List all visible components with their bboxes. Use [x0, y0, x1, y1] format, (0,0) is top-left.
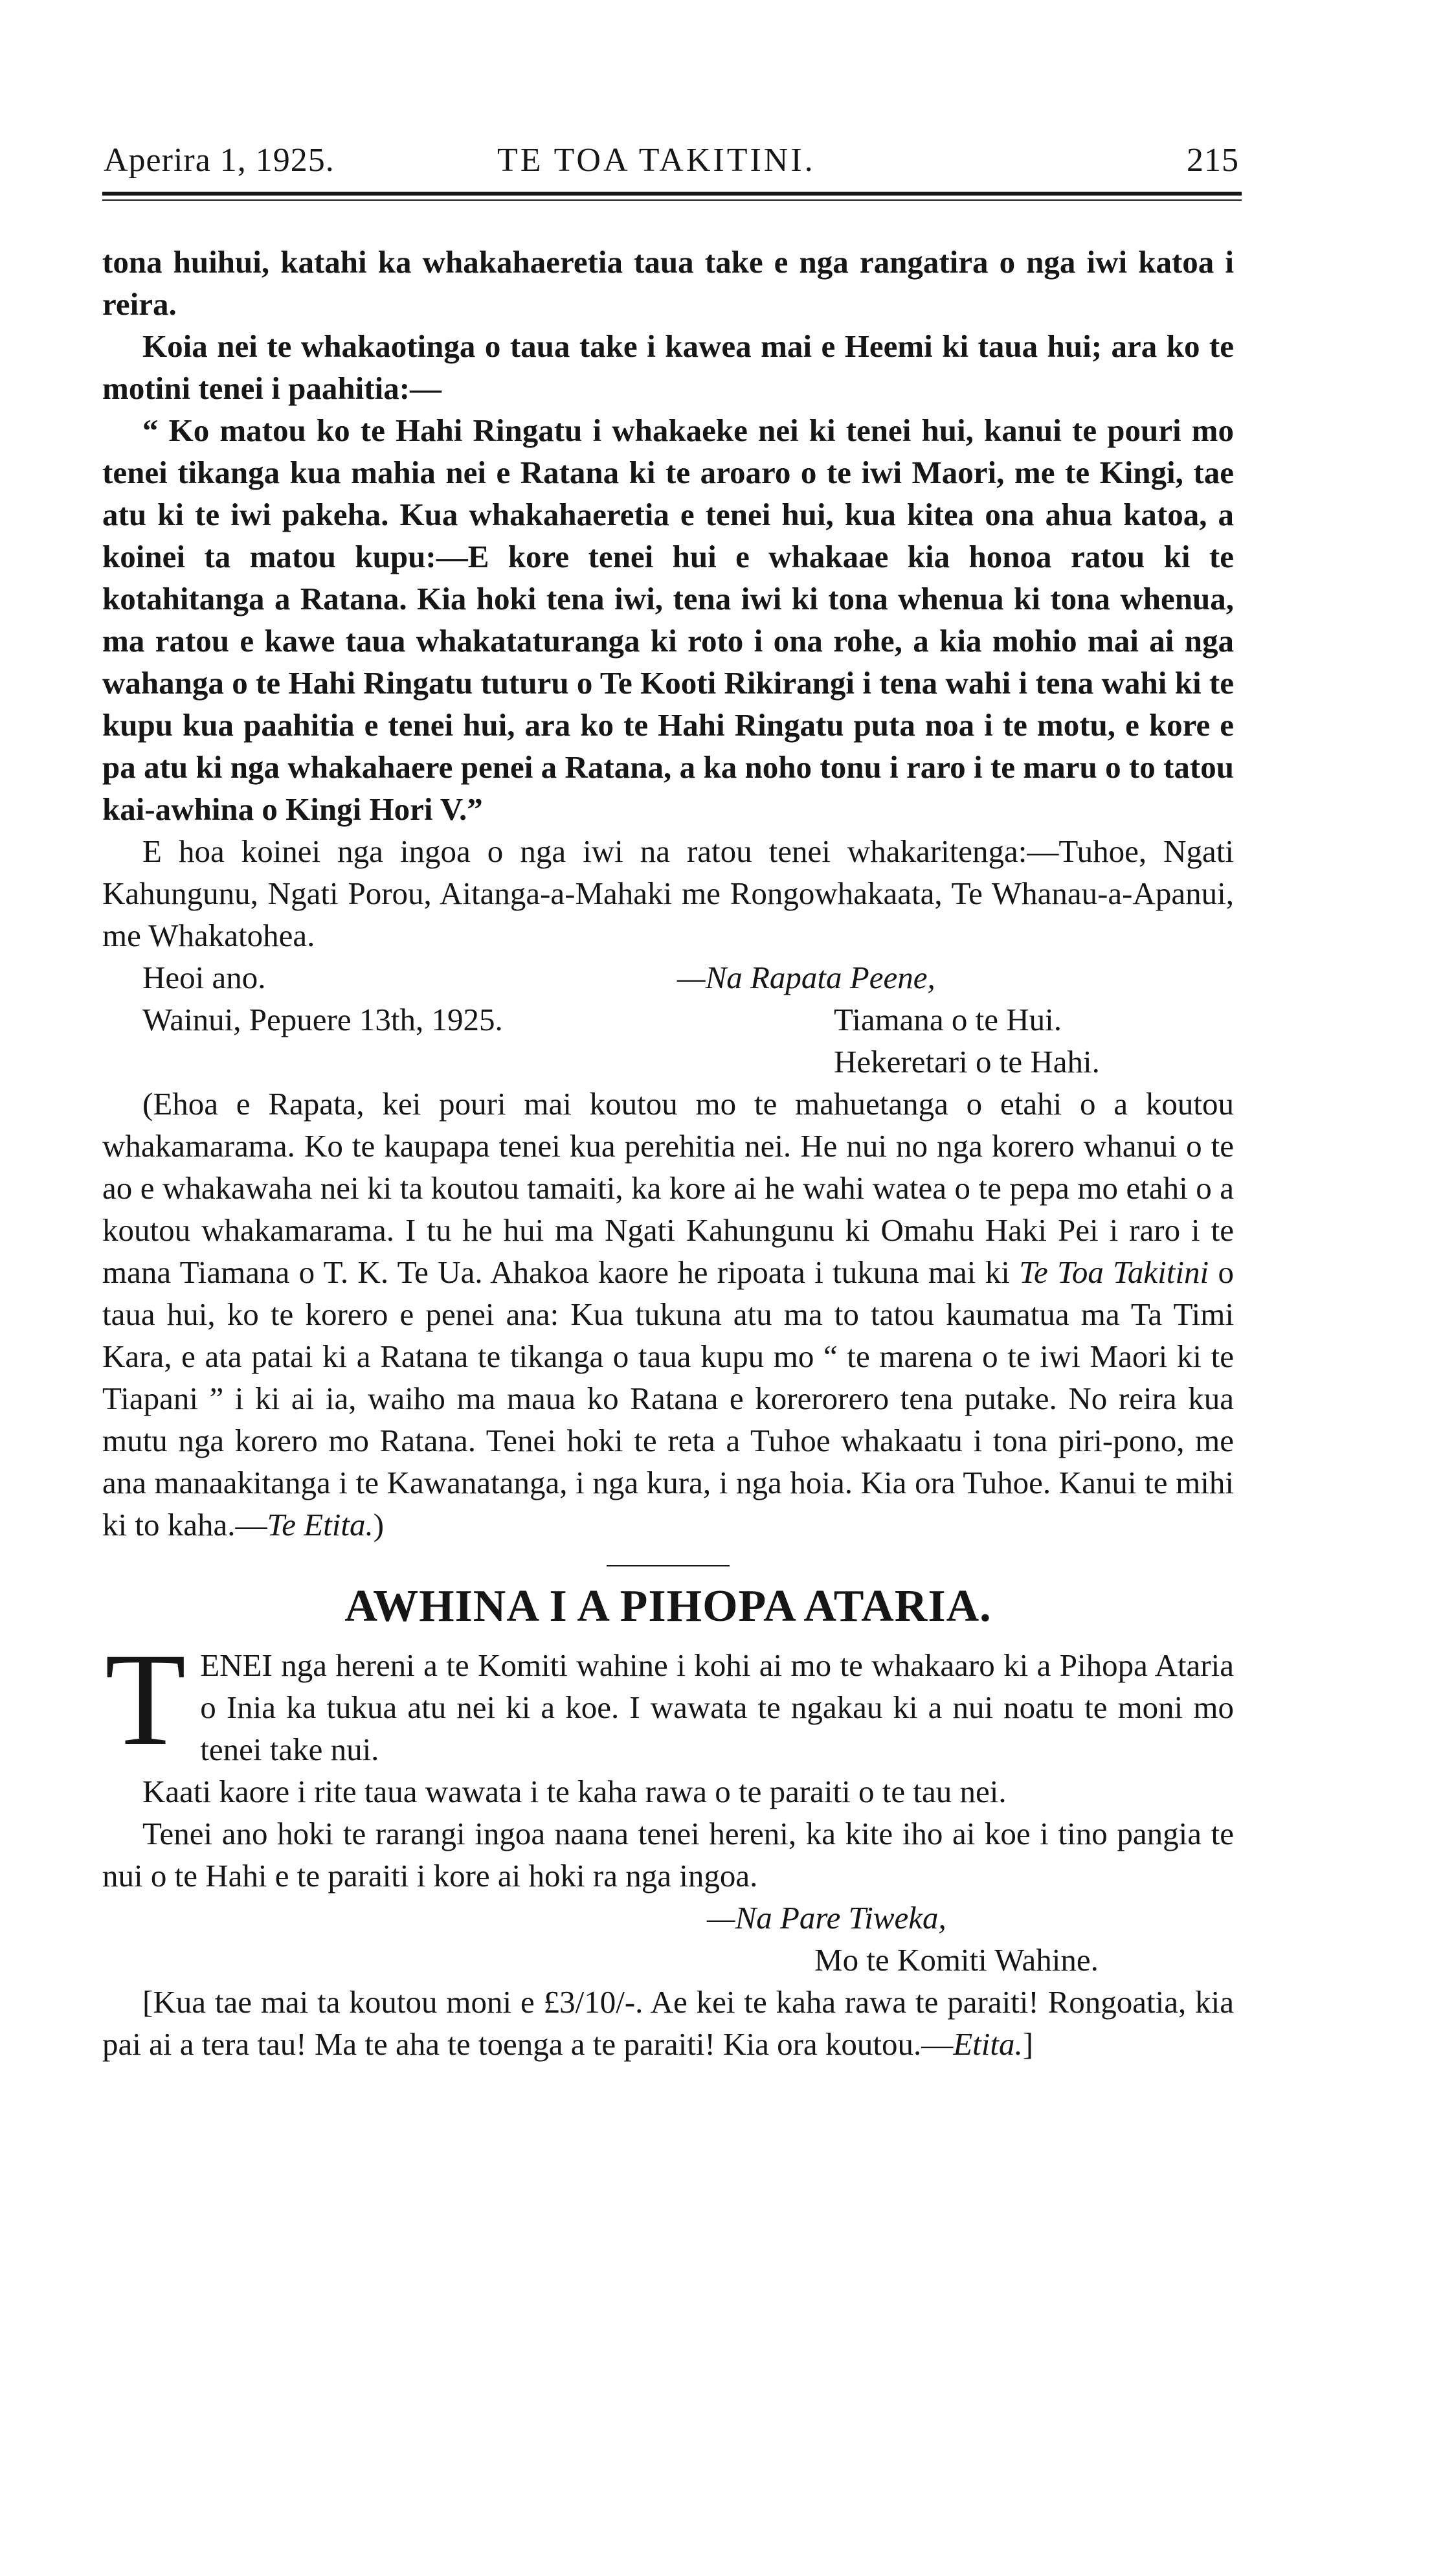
editor-note-paper-name: Te Toa Takitini	[1019, 1254, 1209, 1290]
editor-note-signature: Te Etita.	[267, 1507, 374, 1542]
article-awhina	[102, 1581, 1234, 2065]
paragraph-motion-intro: Koia nei te whakaotinga o taua take i kawea mai e Heemi ki taua hui; ara ko te motini tenei i paahitia:—	[102, 328, 1234, 406]
issue-date: Aperira 1, 1925.	[104, 142, 335, 179]
sign-heoi: Heoi ano.	[142, 960, 266, 995]
paragraph-hereni: ENEI nga hereni a te Komiti wahine i kohi ai mo te whakaaro ki a Pihopa Ataria o Inia ka tukua atu nei ki a koe. I wawata te ngakau ki a nui noatu te moni mo tenei take nui.	[200, 1647, 1234, 1767]
page-body	[102, 241, 1234, 2065]
paragraph-tribes: E hoa koinei nga ingoa o nga iwi na ratou tenei whakaritenga:—Tuhoe, Ngati Kahungunu, Ngati Porou, Aitanga-a-Mahaki me Rongowhakaata, Te Whanau-a-Apanui, me Whakatohea.	[102, 833, 1234, 953]
paragraph-continued: tona huihui, katahi ka whakahaeretia taua take e nga rangatira o nga iwi katoa i reira.	[102, 244, 1234, 322]
editor-note-money-signature: Etita.	[953, 2026, 1023, 2062]
editor-note-money	[102, 1981, 1234, 2065]
page-number: 215	[1187, 142, 1239, 179]
editor-note-money-text: [Kua tae mai ta koutou moni e £3/10/-. Ae kei te kaha rawa te paraiti! Rongoatia, kia pai ai a tera tau! Ma te aha te toenga a te paraiti! Kia ora koutou.—	[102, 1984, 1234, 2062]
editor-note-text-1: (Ehoa e Rapata, kei pouri mai koutou mo te mahuetanga o etahi o a koutou whakamarama. Ko te kaupapa tenei kua perehitia nei. He nui no nga korero whanui o te ao e whakawaha nei ki ta koutou tamaiti, ka kore ai he wahi watea o te pepa mo etahi o a koutou whakamarama. I tu he hui ma Ngati Kahungunu ki Omahu Haki Pei i raro i te mana Tiamana o T. K. Te Ua. Ahakoa kaore he ripoata i tukuna mai ki	[102, 1086, 1234, 1290]
sign-role-chairman: Tiamana o te Hui.	[834, 1002, 1062, 1037]
editor-note-text-2: o taua hui, ko te korero e penei ana: Kua tukuna atu ma to tatou kaumatua ma Ta Timi Kara, e ata patai ki a Ratana te tikanga o taua kupu mo “ te marena o te iwi Maori ki te Tiapani ” i ki ai ia, waiho ma maua ko Ratana e korerorero tena putake. No reira kua mutu nga korero mo Ratana. Tenei hoki te reta a Tuhoe whakaatu i tona piri-pono, me ana manaakitanga i te Kawanatanga, i nga kura, i nga hoia. Kia ora Tuhoe. Kanui te mihi ki to kaha.—	[102, 1254, 1234, 1542]
article-ratana-resolution	[102, 241, 1234, 1546]
sign-role-secretary: Hekeretari o te Hahi.	[834, 1044, 1100, 1079]
signature-komiti-role	[102, 1939, 1234, 1981]
editor-note-close: )	[373, 1507, 385, 1542]
paragraph-motion-text: “ Ko matou ko te Hahi Ringatu i whakaeke nei ki tenei hui, kanui te pouri mo tenei tikanga kua mahia nei e Ratana ki te aroaro o te iwi Maori, me te Kingi, tae atu ki te iwi pakeha. Kua whakahaeretia e tenei hui, kua kitea ona ahua katoa, a koinei ta matou kupu:—E kore tenei hui e whakaae kia honoa ratou ki te kotahitanga a Ratana. Kia hoki tena iwi, tena iwi ki tona whenua ki tona whenua, ma ratou e kawe taua whakataturanga ki roto i ona rohe, a kia mohio mai ai nga wahanga o te Hahi Ringatu tuturu o Te Kooti Rikirangi i tena wahi i tena wahi ki te kupu kua paahitia e tenei hui, ara ko te Hahi Ringatu puta noa i te motu, e kore e pa atu ki nga whakahaere penei a Ratana, a ka noho tonu i raro i te maru o to tatou kai-awhina o Kingi Hori V.”	[102, 412, 1234, 827]
header-rule-thick	[102, 192, 1242, 196]
editor-note	[102, 1083, 1234, 1546]
sign-author: —Na Rapata Peene,	[677, 960, 935, 995]
article-divider	[607, 1565, 730, 1566]
page-header	[102, 141, 1242, 186]
paragraph-wawata: Kaati kaore i rite taua wawata i te kaha rawa o te paraiti o te tau nei.	[142, 1774, 1007, 1809]
paragraph-with-dropcap	[102, 1626, 1234, 1773]
sign-place-date: Wainui, Pepuere 13th, 1925.	[142, 1002, 503, 1037]
sign-role-komiti: Mo te Komiti Wahine.	[814, 1942, 1099, 1978]
signature-line-2	[102, 999, 1234, 1041]
paragraph-rarangi: Tenei ano hoki te rarangi ingoa naana tenei hereni, ka kite iho ai koe i tino pangia te nui o te Hahi e te paraiti i kore ai hoki ra nga ingoa.	[102, 1816, 1234, 1893]
drop-cap-letter: T	[105, 1626, 186, 1773]
sign-author-pare: —Na Pare Tiweka,	[707, 1900, 946, 1936]
signature-komiti	[102, 1897, 1234, 1939]
signature-line-3	[102, 1041, 1234, 1083]
article-heading: AWHINA I A PIHOPA ATARIA.	[344, 1581, 992, 1631]
newspaper-page	[102, 0, 1242, 2576]
header-rule-thin	[102, 199, 1242, 201]
publication-title: TE TOA TAKITINI.	[497, 142, 816, 179]
editor-note-money-close: ]	[1022, 2026, 1034, 2062]
signature-line-1	[102, 956, 1234, 999]
